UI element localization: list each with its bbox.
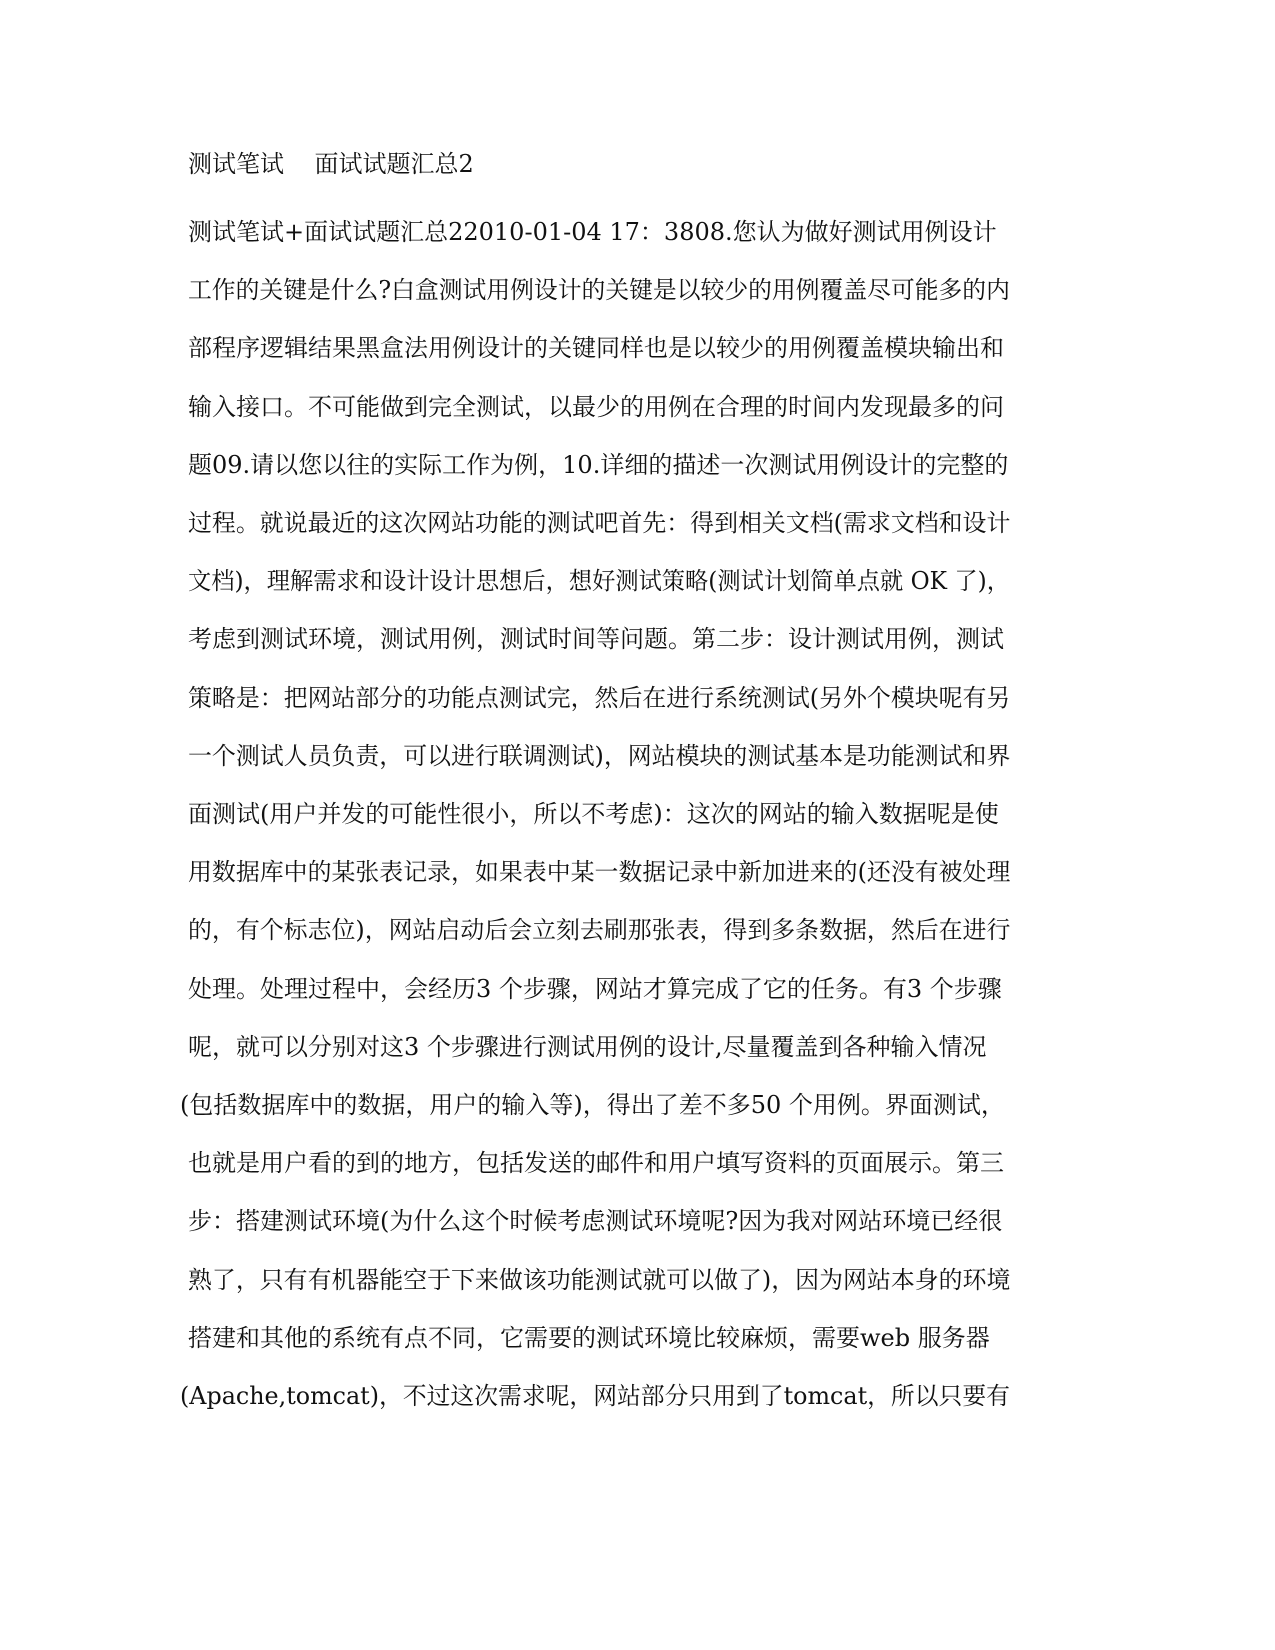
text-line: 步：搭建测试环境(为什么这个时候考虑测试环境呢?因为我对网站环境已经很 [188, 1207, 1003, 1236]
text-line: 题09.请以您以往的实际工作为例，10.详细的描述一次测试用例设计的完整的 [188, 450, 1009, 479]
text-line: 处理。处理过程中，会经历3 个步骤，网站才算完成了它的任务。有3 个步骤 [188, 974, 1002, 1003]
document-title: 测试笔试 面试试题汇总2 [188, 150, 474, 178]
text-line: 的，有个标志位)，网站启动后会立刻去刷那张表，得到多条数据，然后在进行 [188, 916, 1011, 945]
text-line: 一个测试人员负责，可以进行联调测试)，网站模块的测试基本是功能测试和界 [188, 741, 1011, 770]
text-line: 熟了，只有有机器能空于下来做该功能测试就可以做了)，因为网站本身的环境 [188, 1265, 1011, 1294]
text-line: 也就是用户看的到的地方，包括发送的邮件和用户填写资料的页面展示。第三 [188, 1149, 1004, 1178]
text-line: (Apache,tomcat)，不过这次需求呢，网站部分只用到了tomcat，所以只要有 [180, 1382, 1010, 1410]
text-line: 输入接口。不可能做到完全测试，以最少的用例在合理的时间内发现最多的问 [188, 392, 1004, 421]
text-line: 考虑到测试环境，测试用例，测试时间等问题。第二步：设计测试用例，测试 [188, 625, 1004, 654]
text-line: (包括数据库中的数据，用户的输入等)，得出了差不多50 个用例。界面测试， [180, 1091, 1005, 1119]
text-line: 搭建和其他的系统有点不同，它需要的测试环境比较麻烦，需要web 服务器 [188, 1323, 990, 1352]
text-line: 工作的关键是什么?白盒测试用例设计的关键是以较少的用例覆盖尽可能多的内 [188, 276, 1010, 305]
text-line: 测试笔试+面试试题汇总22010-01-04 17：3808.您认为做好测试用例设计 [188, 218, 997, 246]
text-line: 策略是：把网站部分的功能点测试完，然后在进行系统测试(另外个模块呢有另 [188, 683, 1011, 712]
text-line: 过程。就说最近的这次网站功能的测试吧首先：得到相关文档(需求文档和设计 [188, 509, 1011, 537]
text-line: 部程序逻辑结果黑盒法用例设计的关键同样也是以较少的用例覆盖模块输出和 [188, 334, 1004, 363]
text-line: 用数据库中的某张表记录，如果表中某一数据记录中新加进来的(还没有被处理 [188, 858, 1011, 887]
text-line: 面测试(用户并发的可能性很小，所以不考虑)：这次的网站的输入数据呢是使 [188, 800, 999, 828]
text-line: 文档)，理解需求和设计设计思想后，想好测试策略(测试计划简单点就 OK 了)， [188, 567, 1010, 596]
text-line: 呢，就可以分别对这3 个步骤进行测试用例的设计,尽量覆盖到各种输入情况 [188, 1032, 987, 1061]
